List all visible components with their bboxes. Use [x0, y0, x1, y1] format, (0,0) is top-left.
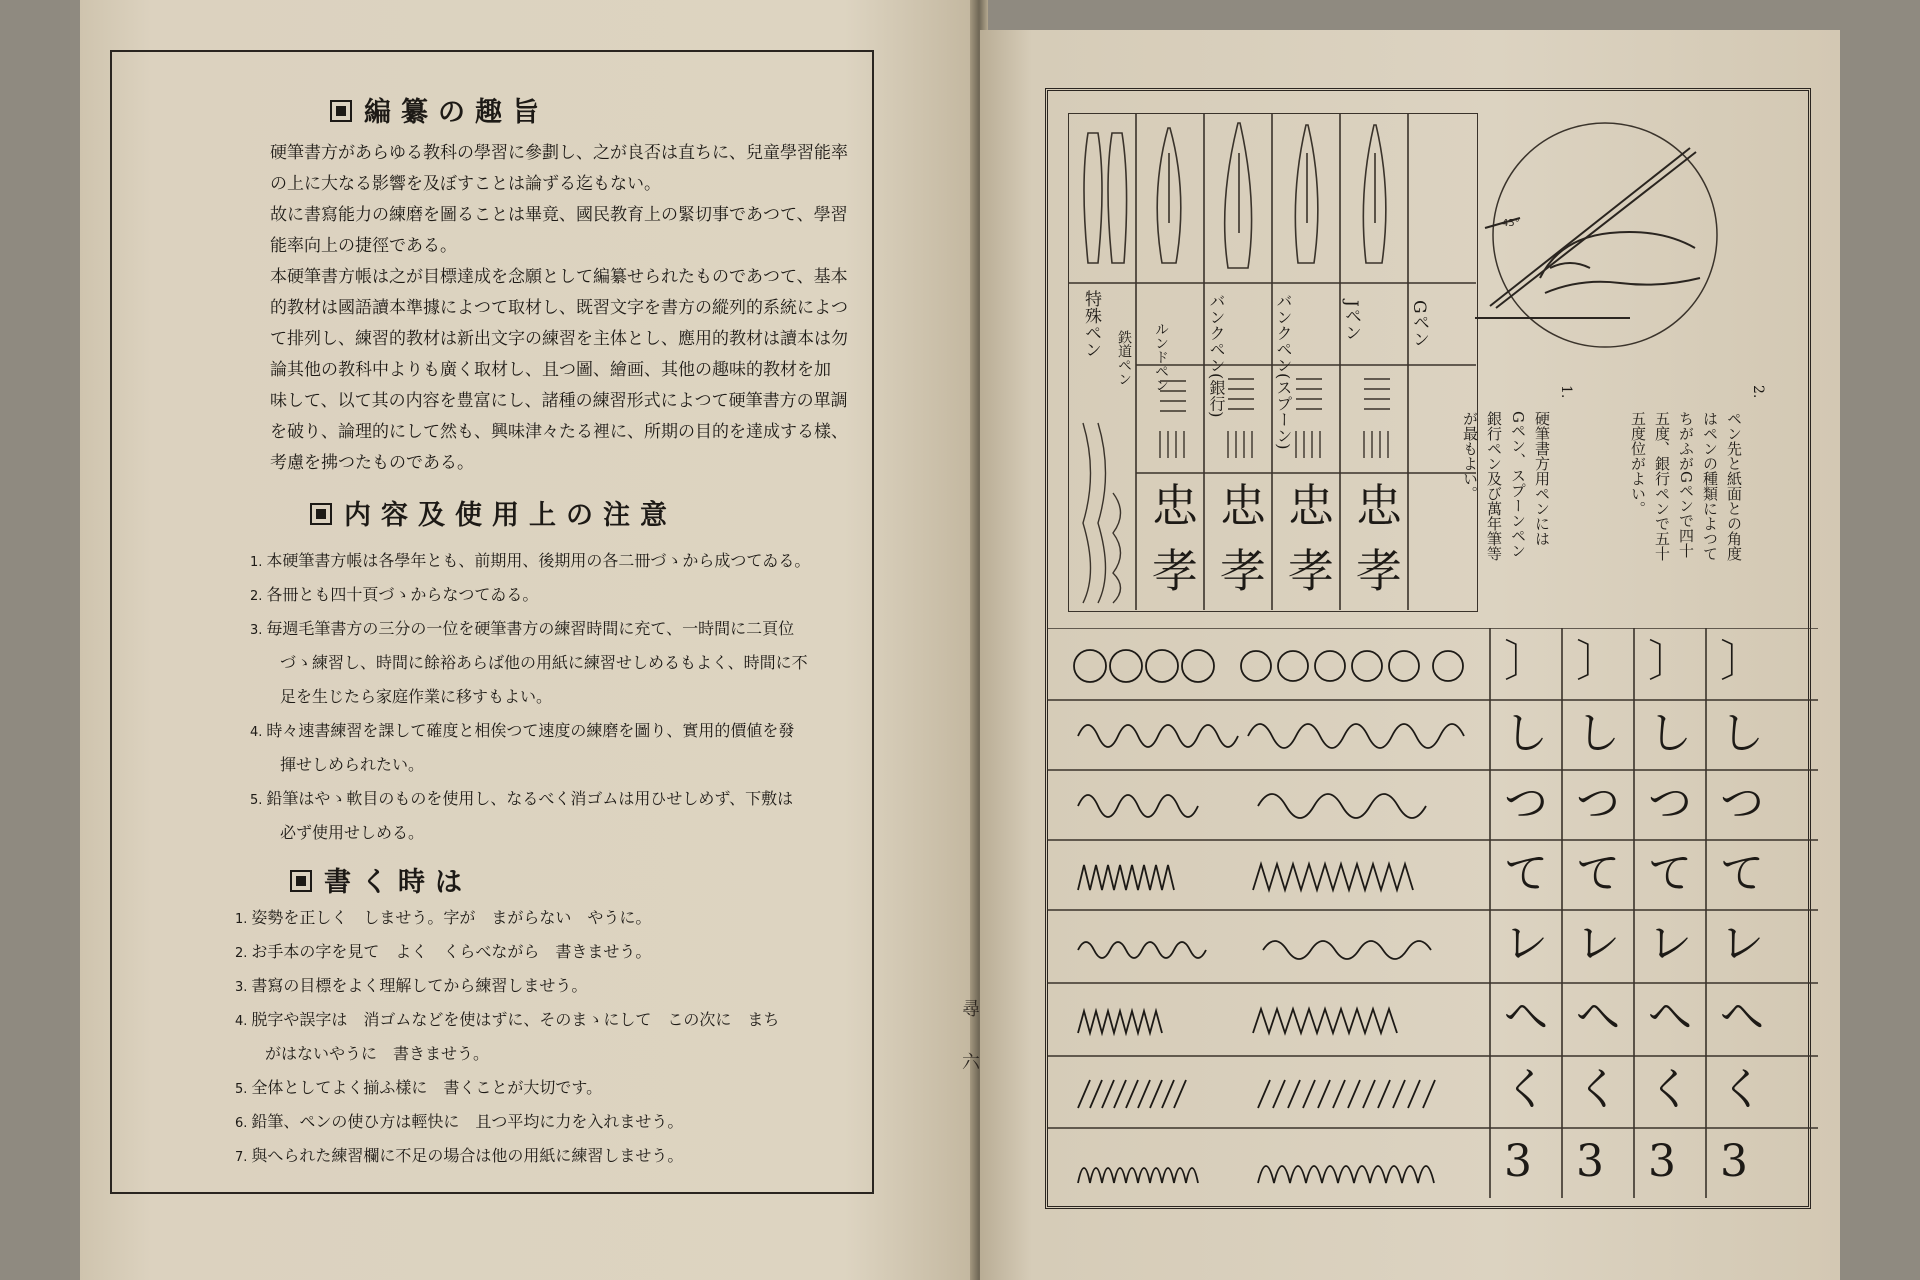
practice-kana: し	[1504, 708, 1548, 759]
practice-kana: 〕	[1648, 636, 1692, 687]
list-item	[250, 545, 810, 579]
practice-kana: し	[1648, 708, 1692, 759]
practice-kana: 〕	[1576, 636, 1620, 687]
practice-kana: 3	[1504, 1136, 1532, 1187]
pen-notes	[1461, 385, 1766, 625]
list-item	[250, 613, 810, 647]
list-item	[250, 817, 810, 851]
text-line: を破り、論理的にして然も、興味津々たる裡に、所期の目的を達成する樣、	[270, 422, 848, 442]
list-item-number: 2.	[235, 946, 248, 961]
kanji-chu: 忠	[1288, 479, 1334, 533]
list-item-text: 鉛筆はやゝ軟目のものを使用し、なるべく消ゴムは用ひせしめず、下敷は	[266, 789, 794, 808]
section-title-when-writing: 書く時は	[290, 860, 472, 899]
note-line: が最もよい。	[1461, 411, 1479, 501]
hand-holding-pen-illustration	[1460, 118, 1750, 353]
note-line: ちがふがGペンで四十	[1677, 411, 1695, 558]
margin-mark-grade: 尋	[962, 999, 980, 1020]
list-item	[235, 970, 779, 1004]
pen-label-round: ルンドペン	[1153, 322, 1169, 392]
list-item-text: 脱字や誤字は 消ゴムなどを使はずに、そのまゝにして この次に まち	[251, 1010, 780, 1029]
note-line: 五度、銀行ペンで五十	[1653, 411, 1671, 561]
list-item-number: 7.	[235, 1150, 248, 1165]
list-item-number: 5.	[250, 793, 263, 808]
list-item-number: 3.	[250, 623, 263, 638]
practice-kana: レ	[1576, 918, 1620, 969]
section-title-usage-notes: 内容及使用上の注意	[310, 493, 677, 532]
list-item-text: 與へられた練習欄に不足の場合は他の用紙に練習しませう。	[251, 1146, 684, 1165]
pen-label-j: Jペン	[1341, 300, 1361, 341]
list-item-text: 姿勢を正しく しませう。字が まがらない やうに。	[251, 908, 652, 927]
text-line: 的教材は國語讀本準據によつて取材し、既習文字を書方の縱列的系統によつ	[270, 298, 848, 318]
practice-kana: レ	[1648, 918, 1692, 969]
list-item	[235, 1106, 779, 1140]
practice-kana: 3	[1648, 1136, 1676, 1187]
text-line: 考慮を拂つたものである。	[270, 453, 474, 473]
text-line: て排列し、練習的教材は新出文字の練習を主体とし、應用的教材は讀本は勿	[270, 329, 848, 349]
practice-kana: く	[1648, 1064, 1692, 1115]
practice-kana: つ	[1648, 778, 1692, 829]
list-item	[235, 1140, 779, 1174]
kanji-ko: 孝	[1220, 544, 1266, 598]
list-item-text: お手本の字を見て よく くらべながら 書きませう。	[251, 942, 652, 961]
section-title-editorial-intent: 編纂の趣旨	[330, 90, 549, 129]
list-item-number: 1.	[250, 555, 263, 570]
list-item-text: がはないやうに 書きませう。	[265, 1044, 490, 1063]
kanji-chu: 忠	[1152, 479, 1198, 533]
list-item-text: 各冊とも四十頁づゝからなつてゐる。	[266, 585, 539, 604]
note-number: 1.	[1558, 385, 1574, 399]
list-item	[250, 749, 810, 783]
when-writing-list	[235, 902, 779, 1174]
kanji-ko: 孝	[1152, 544, 1198, 598]
practice-strokes	[1048, 628, 1818, 1198]
practice-kana: て	[1720, 848, 1764, 899]
practice-kana: 3	[1720, 1136, 1748, 1187]
note-line: 五度位がよい。	[1629, 411, 1647, 516]
list-item	[235, 1038, 779, 1072]
text-line: 本硬筆書方帳は之が目標達成を念願として編纂せられたものであつて、基本	[270, 267, 848, 287]
practice-kana: つ	[1504, 778, 1548, 829]
note-line: 硬筆書方用ペンには	[1533, 411, 1551, 546]
practice-kana: つ	[1576, 778, 1620, 829]
note-line: 銀行ペン及び萬年筆等	[1485, 411, 1503, 561]
practice-kana: し	[1576, 708, 1620, 759]
practice-kana: へ	[1576, 991, 1620, 1042]
practice-kana: て	[1648, 848, 1692, 899]
list-item-number: 1.	[235, 912, 248, 927]
list-item-text: 必ず使用せしめる。	[280, 823, 425, 842]
list-item-number: 6.	[235, 1116, 248, 1131]
list-item-text: 足を生じたら家庭作業に移すもよい。	[280, 687, 553, 706]
practice-kana: 〕	[1720, 636, 1764, 687]
text-line: 能率向上の捷徑である。	[270, 236, 457, 256]
practice-kana: レ	[1504, 918, 1548, 969]
list-item	[235, 1072, 779, 1106]
note-number: 2.	[1750, 385, 1766, 399]
practice-kana: つ	[1720, 778, 1764, 829]
angle-label: 45°	[1502, 218, 1520, 229]
list-item	[235, 1004, 779, 1038]
practice-kana: く	[1720, 1064, 1764, 1115]
pen-label-bank-spoon: バンクペン(スプーン)	[1274, 293, 1293, 450]
text-line: 硬筆書方があらゆる教科の學習に參劃し、之が良否は直ちに、兒童學習能率	[270, 143, 848, 163]
list-item-number: 3.	[235, 980, 248, 995]
list-item	[250, 681, 810, 715]
practice-kana: へ	[1720, 991, 1764, 1042]
list-item-text: 鉛筆、ペンの使ひ方は輕快に 且つ平均に力を入れませう。	[251, 1112, 684, 1131]
pen-label-special: 特殊ペン	[1081, 290, 1101, 358]
margin-mark-page: 六	[962, 1052, 980, 1073]
editorial-intent-text	[270, 138, 848, 479]
list-item-number: 5.	[235, 1082, 248, 1097]
practice-kana: て	[1504, 848, 1548, 899]
text-line: の上に大なる影響を及ぼすことは論ずる迄もない。	[270, 174, 661, 194]
practice-kana: へ	[1648, 991, 1692, 1042]
practice-kana: へ	[1504, 991, 1548, 1042]
note-line: はペンの種類によつて	[1701, 411, 1719, 561]
list-item	[250, 783, 810, 817]
pen-label-bank-ginko: バンクペン(銀行)	[1207, 293, 1226, 418]
kanji-ko: 孝	[1288, 544, 1334, 598]
note-line: ペン先と紙面との角度	[1725, 411, 1743, 561]
list-item-text: 全体としてよく揃ふ樣に 書くことが大切です。	[251, 1078, 603, 1097]
practice-kana: く	[1576, 1064, 1620, 1115]
list-item-text: 時々速書練習を課して確度と相俟つて速度の練磨を圖り、實用的價値を發	[266, 721, 795, 740]
text-line: 味して、以て其の内容を豊富にし、諸種の練習形式によつて硬筆書方の單調	[270, 391, 848, 411]
kanji-chu: 忠	[1220, 479, 1266, 533]
list-item-text: 毎週毛筆書方の三分の一位を硬筆書方の練習時間に充て、一時間に二頁位	[266, 619, 795, 638]
usage-notes-list	[250, 545, 810, 851]
practice-kana: く	[1504, 1064, 1548, 1115]
list-item-text: 揮せしめられたい。	[280, 755, 425, 774]
kanji-chu: 忠	[1356, 479, 1402, 533]
list-item	[250, 715, 810, 749]
list-item-text: 書寫の目標をよく理解してから練習しませう。	[251, 976, 588, 995]
note-line: Gペン、スプーンペン	[1509, 411, 1527, 558]
pen-label-g: Gペン	[1409, 300, 1429, 348]
kanji-ko: 孝	[1356, 544, 1402, 598]
square-bullet-icon	[310, 503, 332, 525]
practice-kana: 3	[1576, 1136, 1604, 1187]
practice-kana: 〕	[1504, 636, 1548, 687]
practice-kana: レ	[1720, 918, 1764, 969]
list-item	[235, 902, 779, 936]
text-line: 論其他の教科中よりも廣く取材し、且つ圖、繪画、其他の趣味的教材を加	[270, 360, 831, 380]
list-item	[250, 579, 810, 613]
practice-kana: て	[1576, 848, 1620, 899]
practice-grid	[1048, 628, 1818, 1198]
list-item-number: 4.	[250, 725, 263, 740]
list-item	[235, 936, 779, 970]
list-item-text: 本硬筆書方帳は各學年とも、前期用、後期用の各二冊づゝから成つてゐる。	[266, 551, 811, 570]
list-item	[250, 647, 810, 681]
square-bullet-icon	[330, 100, 352, 122]
practice-kana: し	[1720, 708, 1764, 759]
list-item-text: づゝ練習し、時間に餘裕あらば他の用紙に練習せしめるもよく、時間に不	[280, 653, 808, 672]
square-bullet-icon	[290, 870, 312, 892]
list-item-number: 4.	[235, 1014, 248, 1029]
text-line: 故に書寫能力の練磨を圖ることは畢竟、國民教育上の緊切事であつて、學習	[270, 205, 848, 225]
list-item-number: 2.	[250, 589, 263, 604]
pen-label-railway: 鉄道ペン	[1116, 330, 1132, 386]
